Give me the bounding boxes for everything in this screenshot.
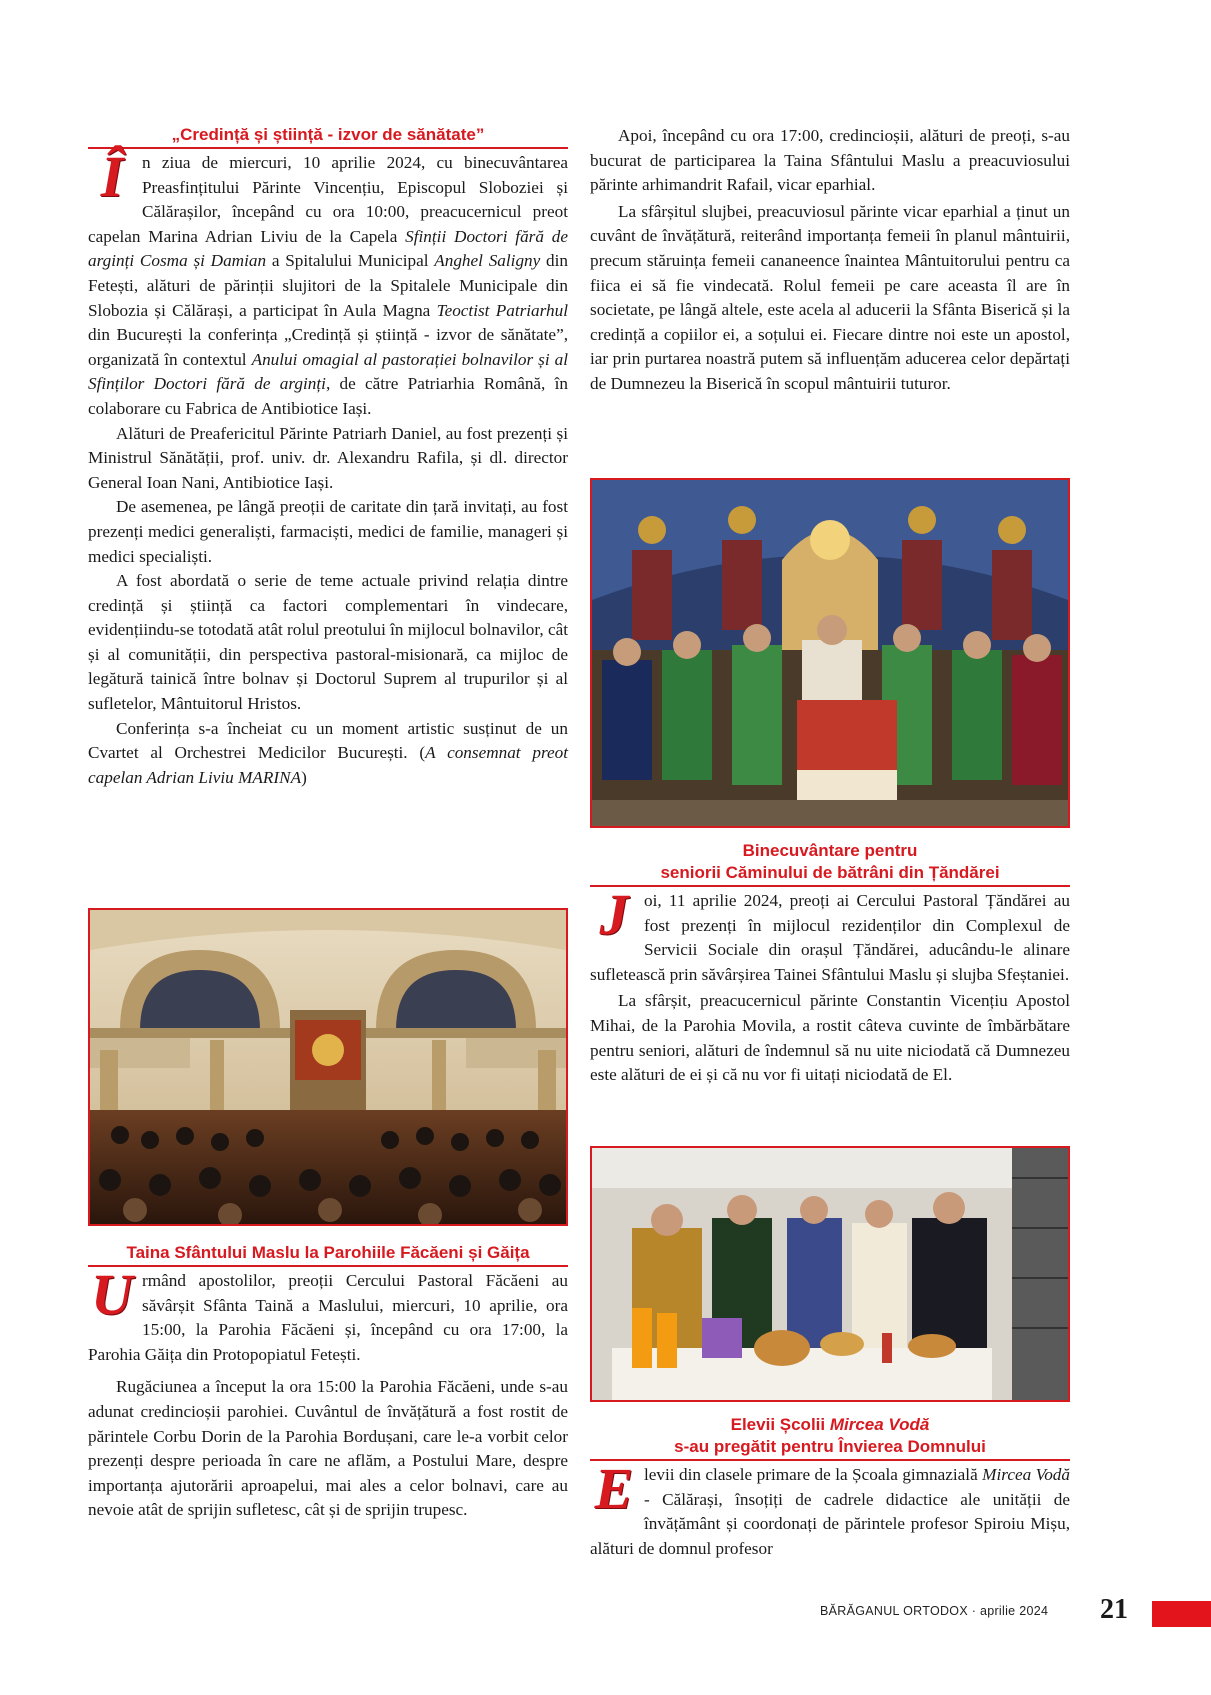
article2-paragraph-1: Urmând apostolilor, preoții Cercului Pastoral Făcăeni au săvârșit Sfânta Taină a Maslului, miercuri, 10 aprilie, ora 15:00, la Parohia Făcăeni și, începând cu ora 17:00, la Parohia Găița din Protopopiatul Fetești. bbox=[88, 1262, 568, 1364]
article3-title-line1: Binecuvântare pentru bbox=[742, 841, 918, 860]
aula-magna-illustration bbox=[90, 910, 566, 1224]
right-column bbox=[590, 124, 1070, 397]
drop-cap: Î bbox=[100, 144, 124, 209]
article4-title-line1: Elevii Școlii Mircea Vodă bbox=[730, 1415, 930, 1434]
left-column bbox=[88, 124, 568, 790]
article3-paragraph-2: La sfârșit, preacucernicul părinte Constantin Vicențiu Apostol Mihai, de la Parohia Movila, a rostit câteva cuvinte de îmbărbătare pentru seniori, alături de îndemnul să nu uite niciodată că Dumnezeu este alături de ei și că nu vor fi uitați niciodată de El. bbox=[590, 991, 1070, 1085]
article1-title: „Credință și știință - izvor de sănătate” bbox=[88, 124, 568, 149]
seniors-home-photo bbox=[590, 1146, 1070, 1402]
article1-paragraph-3: De asemenea, pe lângă preoții de caritate din țară invitați, au fost prezenți medici generaliști, farmaciști, medici de familie, manageri și medici specialiști. bbox=[88, 497, 568, 566]
article2-left bbox=[88, 1242, 568, 1523]
footer-red-bar bbox=[1152, 1601, 1211, 1627]
article3-title bbox=[590, 840, 1070, 887]
article1-paragraph-1: Î n ziua de miercuri, 10 aprilie 2024, cu binecuvântarea Preasfințitului Părinte Vincențiu, Episcopul Sloboziei și Călărașilor, începând cu ora 10:00, preacucernicul preot capelan Marina Adrian Liviu de la Capela Sfinții Doctori fără de arginți Cosma și Damian a Spitalului Municipal Anghel Saligny din Fetești, alături de părinții slujitori de la Spitalele Municipale din Slobozia și Călărași, a participat în Aula Magna Teoctist Patriarhul din București la conferința „Credință și știință - izvor de sănătate”, organizată în contextul Anului omagial al pastorației bolnavilor și al Sfinților Doctori fără de arginți, de către Patriarhia Română, în colaborare cu Fabrica de Antibiotice Iași. bbox=[88, 144, 569, 418]
article4 bbox=[590, 1414, 1070, 1561]
page-number: 21 bbox=[1100, 1594, 1128, 1625]
article3-title-line2: seniorii Căminului de bătrâni din Țăndărei bbox=[660, 863, 1000, 882]
drop-cap: J bbox=[599, 882, 629, 947]
article4-title bbox=[590, 1414, 1070, 1461]
article2-paragraph-2: Rugăciunea a început la ora 15:00 la Parohia Făcăeni, unde s-au adunat credincioșii parohiei. Cuvântul de învățătură a fost rostit de părintele Corbu Dorin de la Parohia Bordușani, care le-a vorbit celor prezenți despre perioada în care ne aflăm, a Postului Mare, despre importanța ajutorării aproapelui, mai ales a celor bolnavi, care au nevoie atât de sprijin sufletesc, cât și de sprijin trupesc. bbox=[88, 1377, 568, 1520]
article1-paragraph-4: A fost abordată o serie de teme actuale privind relația dintre credință și știință ca factori complementari în vindecare, evidențiindu-se totodată atât rolul preotului în mijlocul bolnavilor, cât și al comunității, din perspectiva pastoral-misionară, ca mijloc de legătură tainică între bolnav și Doctorul Suprem al trupurilor și al sufletelor, Mântuitorul Hristos. bbox=[88, 571, 568, 714]
article4-paragraph-1: Elevii din clasele primare de la Școala gimnazială Mircea Vodă - Călărași, însoțiți de cadrele didactice ale unității de învățământ și coordonați de părintele profesor Spiroiu Mișu, alături de domnul profesor bbox=[590, 1456, 1070, 1558]
publication-footer: BĂRĂGANUL ORTODOX · aprilie 2024 bbox=[820, 1604, 1049, 1618]
article2-paragraph-4: La sfârșitul slujbei, preacuviosul părinte vicar eparhial a ținut un cuvânt de învățătură, reiterând importanța femeii în planul mântuirii, precum stăruința femeii cananeence înaintea Mântuitorului pentru ca fiica ei să fie vindecată. Rolul femeii pe care aceasta îl are în societate, pe lângă altele, este acela al aducerii la Sfânta Biserică și la credință a copiilor ei, a soțului ei. Fiecare dintre noi este un apostol, iar prin purtarea noastră putem să influențăm aducerea celor depărtați de Dumnezeu la Biserică în scopul mântuirii tuturor. bbox=[590, 201, 1070, 393]
seniors-service-illustration bbox=[592, 1148, 1068, 1400]
church-maslu-photo bbox=[590, 478, 1070, 828]
article2-paragraph-3: Apoi, începând cu ora 17:00, credincioșii, alături de preoți, s-au bucurat de participarea la Taina Sfântului Maslu a preacuviosului părinte arhimandrit Rafail, vicar eparhial. bbox=[590, 126, 1070, 195]
article4-title-line2: s-au pregătit pentru Învierea Domnului bbox=[674, 1437, 986, 1456]
article3 bbox=[590, 840, 1070, 1088]
article1-paragraph-5: Conferința s-a încheiat cu un moment artistic susținut de un Cvartet al Orchestrei Medicilor București. (A consemnat preot capelan Adrian Liviu MARINA) bbox=[88, 718, 568, 787]
aula-magna-photo bbox=[88, 908, 568, 1226]
drop-cap: E bbox=[594, 1456, 634, 1521]
church-interior-illustration bbox=[592, 480, 1068, 826]
drop-cap: U bbox=[91, 1262, 133, 1327]
article2-title: Taina Sfântului Maslu la Parohiile Făcăeni și Găița bbox=[88, 1242, 568, 1267]
article3-paragraph-1: Joi, 11 aprilie 2024, preoți ai Cercului Pastoral Țăndărei au fost prezenți în mijlocul rezidenților din Complexul de Servicii Sociale din orașul Țăndărei, aducându-le alinare sufletească prin săvârșirea Tainei Sfântului Maslu și slujba Sfeștaniei. bbox=[590, 882, 1070, 984]
article1-paragraph-2: Alături de Preafericitul Părinte Patriarh Daniel, au fost prezenți și Ministrul Sănătății, prof. univ. dr. Alexandru Rafila, și dl. director General Ioan Nani, Antibiotice Iași. bbox=[88, 423, 568, 492]
